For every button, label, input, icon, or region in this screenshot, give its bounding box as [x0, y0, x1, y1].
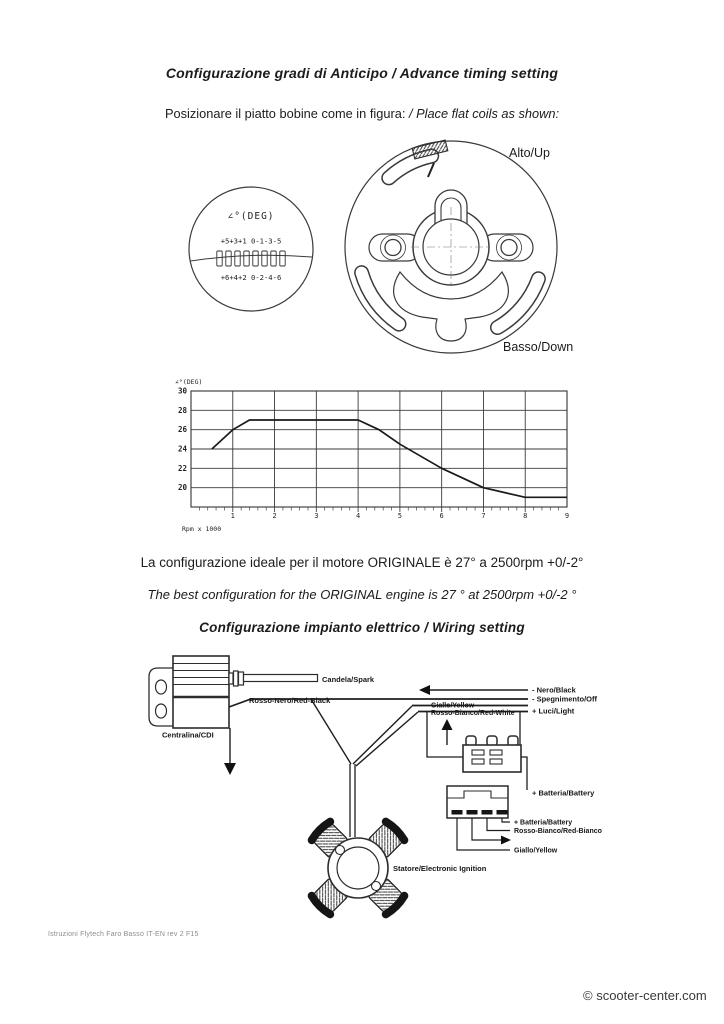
ideal-config-en: The best configuration for the ORIGINAL engine is 27 ° at 2500rpm +0/-2 ° — [147, 587, 577, 602]
position-instruction-en: / Place flat coils as shown: — [408, 106, 560, 121]
battery-regulator-label: + Batteria/Battery — [532, 788, 595, 798]
yellow-wire-arrow — [501, 836, 511, 845]
spark-label: Candela/Spark — [322, 675, 375, 684]
ideal-config-it: La configurazione ideale per il motore ORIGINALE è 27° a 2500rpm +0/-2° — [140, 555, 584, 570]
svg-text:30: 30 — [177, 386, 187, 396]
spark-cable — [229, 671, 318, 686]
flywheel-drawing — [345, 140, 573, 354]
degree-scale-top-row: +5+3+1 0-1-3-5 — [220, 236, 282, 246]
black-wire-label: - Nero/Black — [532, 685, 576, 695]
cdi-unit — [173, 656, 229, 728]
yellow-wire-label: Giallo/Yellow — [431, 702, 475, 710]
svg-text:4: 4 — [356, 512, 361, 520]
light-wire-label: + Luci/Light — [532, 706, 575, 716]
advance-curve-chart — [174, 377, 574, 535]
svg-text:28: 28 — [177, 405, 187, 415]
red-black-wire-label: Rosso-Nero/Red-Black — [249, 696, 331, 705]
document-revision-note: Istruzioni Flytech Faro Basso IT-EN rev 2 F15 — [48, 931, 199, 938]
degree-scale-bottom-row: +6+4+2 0-2-4-6 — [220, 273, 282, 282]
svg-text:20: 20 — [177, 483, 187, 493]
svg-text:Rpm x 1000: Rpm x 1000 — [182, 525, 222, 533]
timing-section-title: Configurazione gradi di Anticipo / Advance timing setting — [165, 65, 559, 81]
cdi-label: Centralina/CDI — [162, 730, 214, 740]
wiring-diagram — [149, 656, 602, 915]
svg-text:9: 9 — [564, 512, 570, 520]
svg-text:∠°(DEG): ∠°(DEG) — [175, 378, 203, 386]
copyright-note: © scooter-center.com — [583, 988, 707, 1003]
regulator — [463, 736, 521, 772]
connector-yellow-label: Giallo/Yellow — [514, 847, 558, 855]
svg-text:22: 22 — [177, 463, 187, 473]
black-wire-arrow — [419, 685, 430, 695]
svg-text:8: 8 — [523, 512, 528, 520]
stator-label: Statore/Electronic Ignition — [393, 864, 487, 873]
svg-text:1: 1 — [230, 512, 235, 520]
wiring-section-title: Configurazione impianto elettrico / Wiring setting — [199, 620, 525, 635]
svg-text:6: 6 — [439, 512, 444, 520]
degree-detail-deg-label: ∠°(DEG) — [227, 211, 275, 222]
flywheel-up-label: Alto/Up — [509, 146, 550, 160]
connector-battery-label: + Batteria/Battery — [514, 819, 573, 827]
connector-red-white-label: Rosso-Bianco/Red-Bianco — [514, 828, 602, 835]
svg-text:5: 5 — [397, 512, 402, 520]
stator — [311, 821, 406, 916]
svg-text:2: 2 — [272, 512, 277, 520]
flywheel-down-label: Basso/Down — [503, 340, 574, 354]
degree-scale-detail-drawing — [189, 187, 313, 311]
battery-connector — [447, 786, 508, 818]
ground-arrow-cdi — [224, 763, 236, 775]
red-white-wire-label: Rosso-Bianco/Red-White — [431, 710, 515, 717]
svg-text:26: 26 — [177, 425, 187, 435]
off-wire-label: - Spegnimento/Off — [532, 694, 597, 704]
position-instruction-it: Posizionare il piatto bobine come in figura: — [164, 106, 409, 121]
svg-text:3: 3 — [314, 512, 319, 520]
svg-text:24: 24 — [177, 444, 187, 454]
ground-arrow-regulator — [442, 719, 453, 730]
svg-text:7: 7 — [481, 512, 486, 520]
